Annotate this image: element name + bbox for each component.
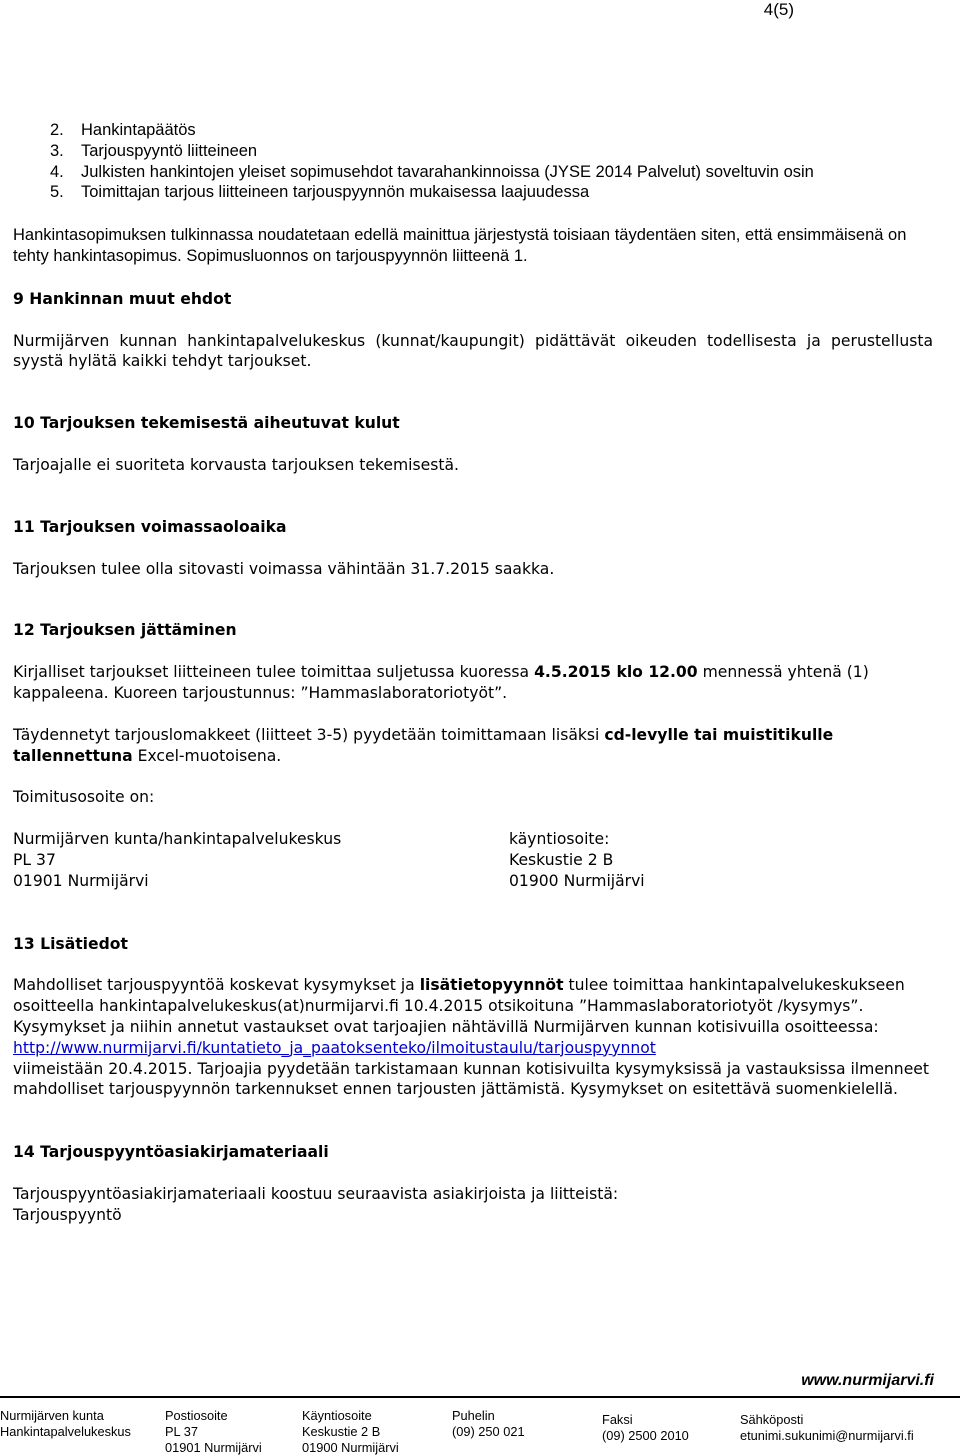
footer-phone: Puhelin (09) 250 021: [452, 1408, 525, 1439]
footer-fax: Faksi (09) 2500 2010: [602, 1412, 689, 1443]
footer-email: Sähköposti etunimi.sukunimi@nurmijarvi.fi: [740, 1412, 914, 1443]
list-item: 4. Julkisten hankintojen yleiset sopimusehdot tavarahankinnoissa (JYSE 2014 Palvelut) soveltuvin osin: [50, 162, 814, 181]
section-12-title: 12 Tarjouksen jättäminen: [13, 621, 237, 640]
footer-organization: Nurmijärven kunta Hankintapalvelukeskus: [0, 1408, 131, 1439]
section-12-submission-text: Kirjalliset tarjoukset liitteineen tulee toimittaa suljetussa kuoressa 4.5.2015 klo 12.00 mennessä yhtenä (1) kappaleena. Kuoreen tarjoustunnus: ”Hammaslaboratoriotyöt”.: [13, 663, 869, 702]
section-9-title: 9 Hankinnan muut ehdot: [13, 289, 232, 308]
visiting-address: käyntiosoite: Keskustie 2 B 01900 Nurmijärvi: [509, 830, 645, 890]
footer-visiting: Käyntiosoite Keskustie 2 B 01900 Nurmijärvi: [302, 1408, 399, 1455]
section-14-text: Tarjouspyyntöasiakirjamateriaali koostuu seuraavista asiakirjoista ja liitteistä: Tarjouspyyntö: [13, 1184, 619, 1224]
page-footer: [0, 1370, 960, 1456]
document-body: [13, 120, 933, 1226]
list-item: 3. Tarjouspyyntö liitteineen: [50, 141, 258, 160]
delivery-address-block: [13, 829, 933, 891]
footer-website: www.nurmijarvi.fi: [801, 1372, 934, 1389]
section-13-title: 13 Lisätiedot: [13, 934, 128, 953]
section-11-text: Tarjouksen tulee olla sitovasti voimassa vähintään 31.7.2015 saakka.: [13, 559, 555, 578]
section-13-text: Mahdolliset tarjouspyyntöä koskevat kysymykset ja lisätietopyynnöt tulee toimittaa hankintapalvelukeskukseen osoitteella hankintapalvelukeskus(at)nurmijarvi.fi 10.4.2015 otsikoituna ”Hammaslaboratoriotyöt /kysymys”. Kysymykset ja niihin annetut vastaukset ovat tarjoajien nähtävillä Nurmijärven kunnan kotisivuilla osoitteessa: http://www.nurmijarvi.fi/kuntatieto_ja_paatoksenteko/ilmoitustaulu/tarjouspyynnot viimeistään 20.4.2015. Tarjoajia pyydetään tarkistamaan kunnan kotisivuilta kysymyksissä ja vastauksissa ilmenneet mahdolliset tarjouspyynnön tarkennukset ennen tarjousten jättämistä. Kysymykset on esitettävä suomenkielellä.: [13, 976, 929, 1099]
section-11-title: 11 Tarjouksen voimassaoloaika: [13, 517, 287, 536]
attachment-list: [13, 120, 933, 203]
tender-questions-link[interactable]: http://www.nurmijarvi.fi/kuntatieto_ja_paatoksenteko/ilmoitustaulu/tarjouspyynnot: [13, 1038, 656, 1057]
section-12-supplement-text: Täydennetyt tarjouslomakkeet (liitteet 3-5) pyydetään toimittamaan lisäksi cd-levylle tai muistitikulle tallennettuna Excel-muotoisena.: [13, 725, 834, 765]
intro-paragraph: Hankintasopimuksen tulkinnassa noudatetaan edellä mainittua järjestystä toisiaan täydentäen siten, että ensimmäisenä on tehty hankintasopimus. Sopimusluonnos on tarjouspyynnön liitteenä 1.: [13, 226, 907, 265]
footer-divider: [0, 1396, 960, 1398]
section-9-text: Nurmijärven kunnan hankintapalvelukeskus (kunnat/kaupungit) pidättävät oikeuden todellisesta ja perustellusta syystä hylätä kaikki tehdyt tarjoukset.: [13, 331, 933, 371]
delivery-address-label: Toimitusosoite on:: [13, 788, 155, 807]
section-10-title: 10 Tarjouksen tekemisestä aiheutuvat kulut: [13, 414, 400, 433]
list-item: 5. Toimittajan tarjous liitteineen tarjouspyynnön mukaisessa laajuudessa: [50, 183, 590, 202]
list-item: 2. Hankintapäätös: [50, 121, 196, 139]
section-10-text: Tarjoajalle ei suoriteta korvausta tarjouksen tekemisestä.: [13, 455, 459, 474]
postal-address: Nurmijärven kunta/hankintapalvelukeskus PL 37 01901 Nurmijärvi: [13, 830, 342, 890]
page-number: 4(5): [763, 0, 794, 19]
footer-postal: Postiosoite PL 37 01901 Nurmijärvi: [165, 1408, 262, 1455]
section-14-title: 14 Tarjouspyyntöasiakirjamateriaali: [13, 1143, 329, 1162]
page-header: [0, 0, 960, 30]
